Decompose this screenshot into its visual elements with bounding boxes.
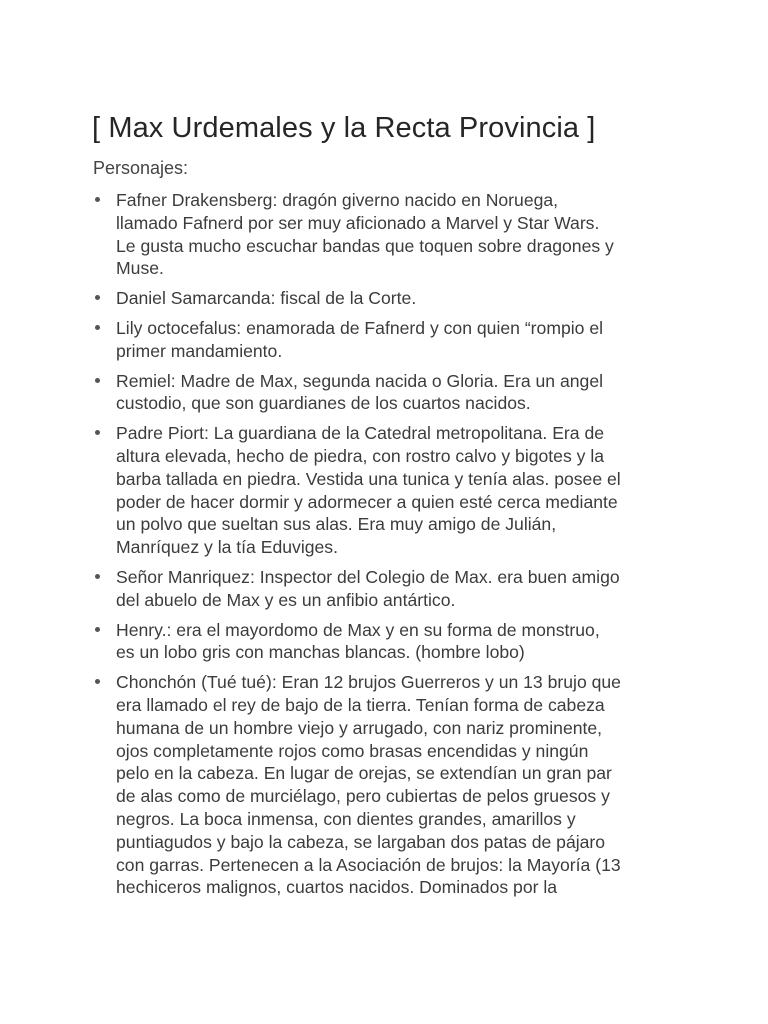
list-item-text-line: barba tallada en piedra. Vestida una tunica y tenía alas. posee el (116, 468, 621, 489)
list-item-text-line: Muse. (116, 258, 164, 279)
list-item-text-line: Manríquez y la tía Eduviges. (116, 537, 338, 558)
list-item-text-line: era llamado el rey de bajo de la tierra. Tenían forma de cabeza (116, 694, 605, 715)
character-list (93, 189, 693, 906)
list-item-text-line: primer mandamiento. (116, 340, 283, 361)
list-item-text-line: altura elevada, hecho de piedra, con rostro calvo y bigotes y la (116, 445, 605, 466)
list-item-text-line: Daniel Samarcanda: fiscal de la Corte. (116, 288, 417, 309)
list-item-text-line: humana de un hombre viejo y arrugado, con nariz prominente, (116, 717, 603, 738)
bullet-icon (95, 197, 100, 202)
list-item-text-line: pelo en la cabeza. En lugar de orejas, se extendían un gran par (116, 763, 612, 784)
document-title: [ Max Urdemales y la Recta Provincia ] (92, 112, 596, 144)
bullet-icon (95, 627, 100, 632)
bullet-icon (95, 430, 100, 435)
list-item (93, 619, 693, 665)
list-item (93, 317, 693, 363)
bullet-icon (95, 325, 100, 330)
list-item-text-line: Henry.: era el mayordomo de Max y en su forma de monstruo, (116, 619, 600, 640)
list-item-text-line: Le gusta mucho escuchar bandas que toquen sobre dragones y (116, 235, 614, 256)
list-item-text-line: poder de hacer dormir y adormecer a quien esté cerca mediante (116, 491, 618, 512)
list-item (93, 566, 693, 612)
list-item-text-line: Fafner Drakensberg: dragón giverno nacido en Noruega, (116, 190, 559, 210)
list-item-text-line: es un lobo gris con manchas blancas. (hombre lobo) (116, 642, 525, 663)
bullet-icon (95, 378, 100, 383)
list-item-text-line: del abuelo de Max y es un anfibio antártico. (116, 589, 456, 610)
list-item (93, 422, 693, 559)
list-item-text-line: ojos completamente rojos como brasas encendidas y ningún (116, 740, 589, 761)
bullet-icon (95, 679, 100, 684)
list-item-text-line: puntiagudos y bajo la cabeza, se largaban dos patas de pájaro (116, 831, 606, 852)
list-item (93, 287, 693, 310)
list-item-text-line: Remiel: Madre de Max, segunda nacida o Gloria. Era un angel (116, 370, 604, 391)
list-item-text-line: Señor Manriquez: Inspector del Colegio de Max. era buen amigo (116, 566, 620, 587)
list-item-text-line: Padre Piort: La guardiana de la Catedral metropolitana. Era de (116, 423, 605, 444)
list-item-text-line: Chonchón (Tué tué): Eran 12 brujos Guerreros y un 13 brujo que (116, 672, 621, 693)
list-item-text-line: Lily octocefalus: enamorada de Fafnerd y con quien “rompio el (116, 317, 604, 338)
list-item (93, 189, 693, 280)
list-item-text-line: hechiceros malignos, cuartos nacidos. Dominados por la (116, 877, 558, 898)
list-item-text-line: de alas como de murciélago, pero cubiertas de pelos gruesos y (116, 786, 610, 807)
list-item-text-line: llamado Fafnerd por ser muy aficionado a Marvel y Star Wars. (116, 212, 600, 233)
bullet-icon (95, 574, 100, 579)
list-item (93, 671, 693, 899)
section-heading: Personajes: (93, 158, 189, 178)
bullet-icon (95, 295, 100, 300)
list-item-text-line: con garras. Pertenecen a la Asociación de brujos: la Mayoría (13 (116, 854, 621, 875)
list-item-text-line: negros. La boca inmensa, con dientes grandes, amarillos y (116, 808, 576, 829)
list-item-text-line: custodio, que son guardianes de los cuartos nacidos. (116, 393, 531, 414)
list-item-text-line: un polvo que sueltan sus alas. Era muy amigo de Julián, (116, 514, 557, 535)
list-item (93, 370, 693, 416)
